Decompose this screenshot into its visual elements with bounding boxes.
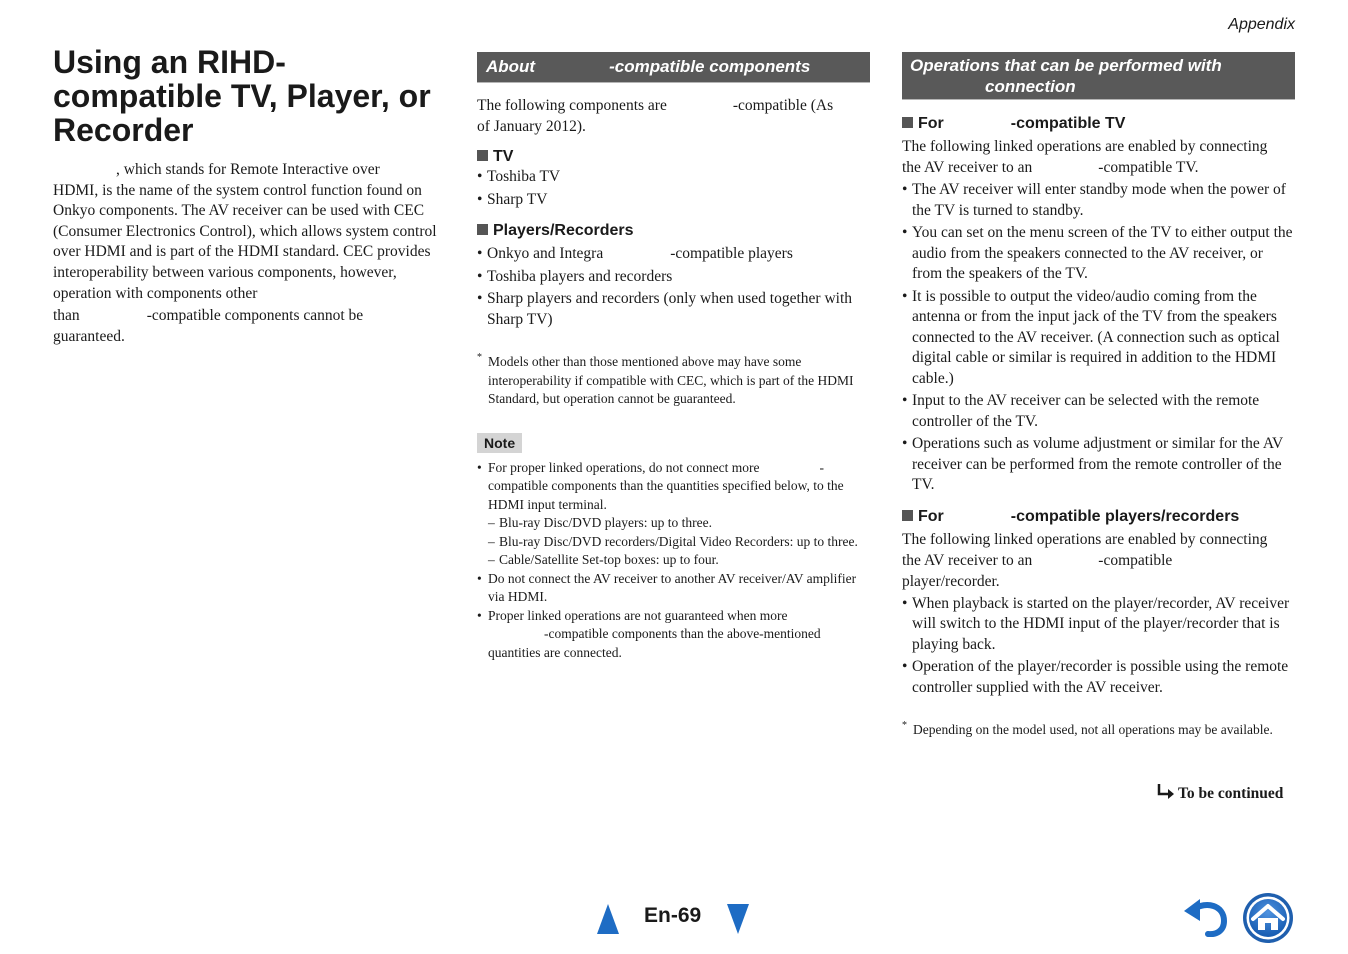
to-be-continued: To be continued xyxy=(1156,783,1283,803)
list-item: • Operations such as volume adjustment or similar for the AV receiver can be performed from the remote controller of the TV. xyxy=(902,434,1295,496)
list-item: – Blu-ray Disc/DVD recorders/Digital Video Recorders: up to three. xyxy=(488,533,870,552)
list-item: • For proper linked operations, do not connect more - compatible components than the quantities specified below, to the HDMI input terminal. – Blu-ray Disc/DVD players: up to three. – Blu-ray Disc/DVD recorders/Digital Video Recorders: up to three. – Cable/Satellite Set-top boxes: up to four. xyxy=(477,459,870,570)
list-item: • Proper linked operations are not guaranteed when more -compatible components than the above-mentioned quantities are connected. xyxy=(477,607,870,663)
square-bullet-icon xyxy=(902,510,913,521)
list-item: • When playback is started on the player/recorder, AV receiver will switch to the HDMI input of the player/recorder that is playing back. xyxy=(902,594,1295,656)
list-item: • You can set on the menu screen of the TV to either output the audio from the speakers connected to the AV receiver, or from the speakers of the TV. xyxy=(902,223,1295,285)
intro-last: guaranteed. xyxy=(53,327,125,345)
list-item: • Sharp TV xyxy=(477,190,870,211)
operations-heading: Operations that can be performed with connection xyxy=(902,52,1295,100)
tv-ops-subheading: For -compatible TV xyxy=(902,114,1295,134)
square-bullet-icon xyxy=(902,117,913,128)
next-page-arrow-icon[interactable] xyxy=(727,904,749,934)
list-item: – Blu-ray Disc/DVD players: up to three. xyxy=(488,514,870,533)
previous-page-arrow-icon[interactable] xyxy=(597,904,619,934)
tv-ops-list xyxy=(902,180,1295,496)
list-item: – Cable/Satellite Set-top boxes: up to four. xyxy=(488,551,870,570)
section-label: Appendix xyxy=(1228,16,1295,33)
note-badge: Note xyxy=(477,433,522,453)
list-item: • Toshiba players and recorders xyxy=(477,267,870,288)
square-bullet-icon xyxy=(477,224,488,235)
players-ops-list xyxy=(902,594,1295,699)
limits-list xyxy=(488,514,870,570)
operations-column xyxy=(902,52,1295,740)
intro-body: HDMI, is the name of the system control function found on Onkyo components. The AV receiver can be used with CEC (Consumer Electronics Control), which allows system control over HDMI and is part of the HDMI standard. CEC provides interoperability between various components, however, operation with components other xyxy=(53,181,437,302)
players-ops-subheading: For -compatible players/recorders xyxy=(902,507,1295,527)
list-item: • Do not connect the AV receiver to another AV receiver/AV amplifier via HDMI. xyxy=(477,570,870,607)
intro-text xyxy=(53,160,445,347)
players-subheading: Players/Recorders xyxy=(477,221,870,241)
players-ops-lead: The following linked operations are enabled by connecting the AV receiver to an -compatible player/recorder. xyxy=(902,530,1268,590)
players-list xyxy=(477,244,870,330)
tv-ops-lead: The following linked operations are enabled by connecting the AV receiver to an -compatible TV. xyxy=(902,138,1268,176)
tv-list xyxy=(477,167,870,210)
list-item: • Operation of the player/recorder is possible using the remote controller supplied with the AV receiver. xyxy=(902,657,1295,698)
about-heading: About -compatible components xyxy=(477,52,870,83)
page-number: En-69 xyxy=(644,904,702,927)
back-arrow-icon[interactable] xyxy=(1182,897,1228,937)
intro-line-1: , which stands for Remote Interactive over xyxy=(116,161,380,178)
page-title: Using an RIHD-compatible TV, Player, or Recorder xyxy=(53,44,431,148)
list-item: • It is possible to output the video/audio coming from the antenna or from the input jack of the TV from the speakers connected to the AV receiver. (A connection such as optical digital cable or similar is required in addition to the HDMI cable.) xyxy=(902,287,1295,390)
tv-subheading: TV xyxy=(477,147,870,167)
about-lead: The following components are -compatible (As of January 2012). xyxy=(477,97,834,135)
intro-than-line: than -compatible components cannot be xyxy=(53,307,364,325)
list-item: • The AV receiver will enter standby mode when the power of the TV is turned to standby. xyxy=(902,180,1295,221)
about-column xyxy=(477,52,870,662)
home-icon[interactable] xyxy=(1242,892,1294,944)
list-item: • Toshiba TV xyxy=(477,167,870,188)
note-list xyxy=(477,459,870,663)
operations-footnote: * Depending on the model used, not all operations may be available. xyxy=(902,720,1273,737)
list-item: • Sharp players and recorders (only when used together with Sharp TV) xyxy=(477,289,870,330)
list-item: • Onkyo and Integra -compatible players xyxy=(477,244,870,265)
list-item: • Input to the AV receiver can be selected with the remote controller of the TV. xyxy=(902,391,1295,432)
about-footnote: * Models other than those mentioned above may have some interoperability if compatible with CEC, which is part of the HDMI Standard, but operation cannot be guaranteed. xyxy=(477,352,854,406)
continue-arrow-icon xyxy=(1156,783,1176,801)
square-bullet-icon xyxy=(477,150,488,161)
